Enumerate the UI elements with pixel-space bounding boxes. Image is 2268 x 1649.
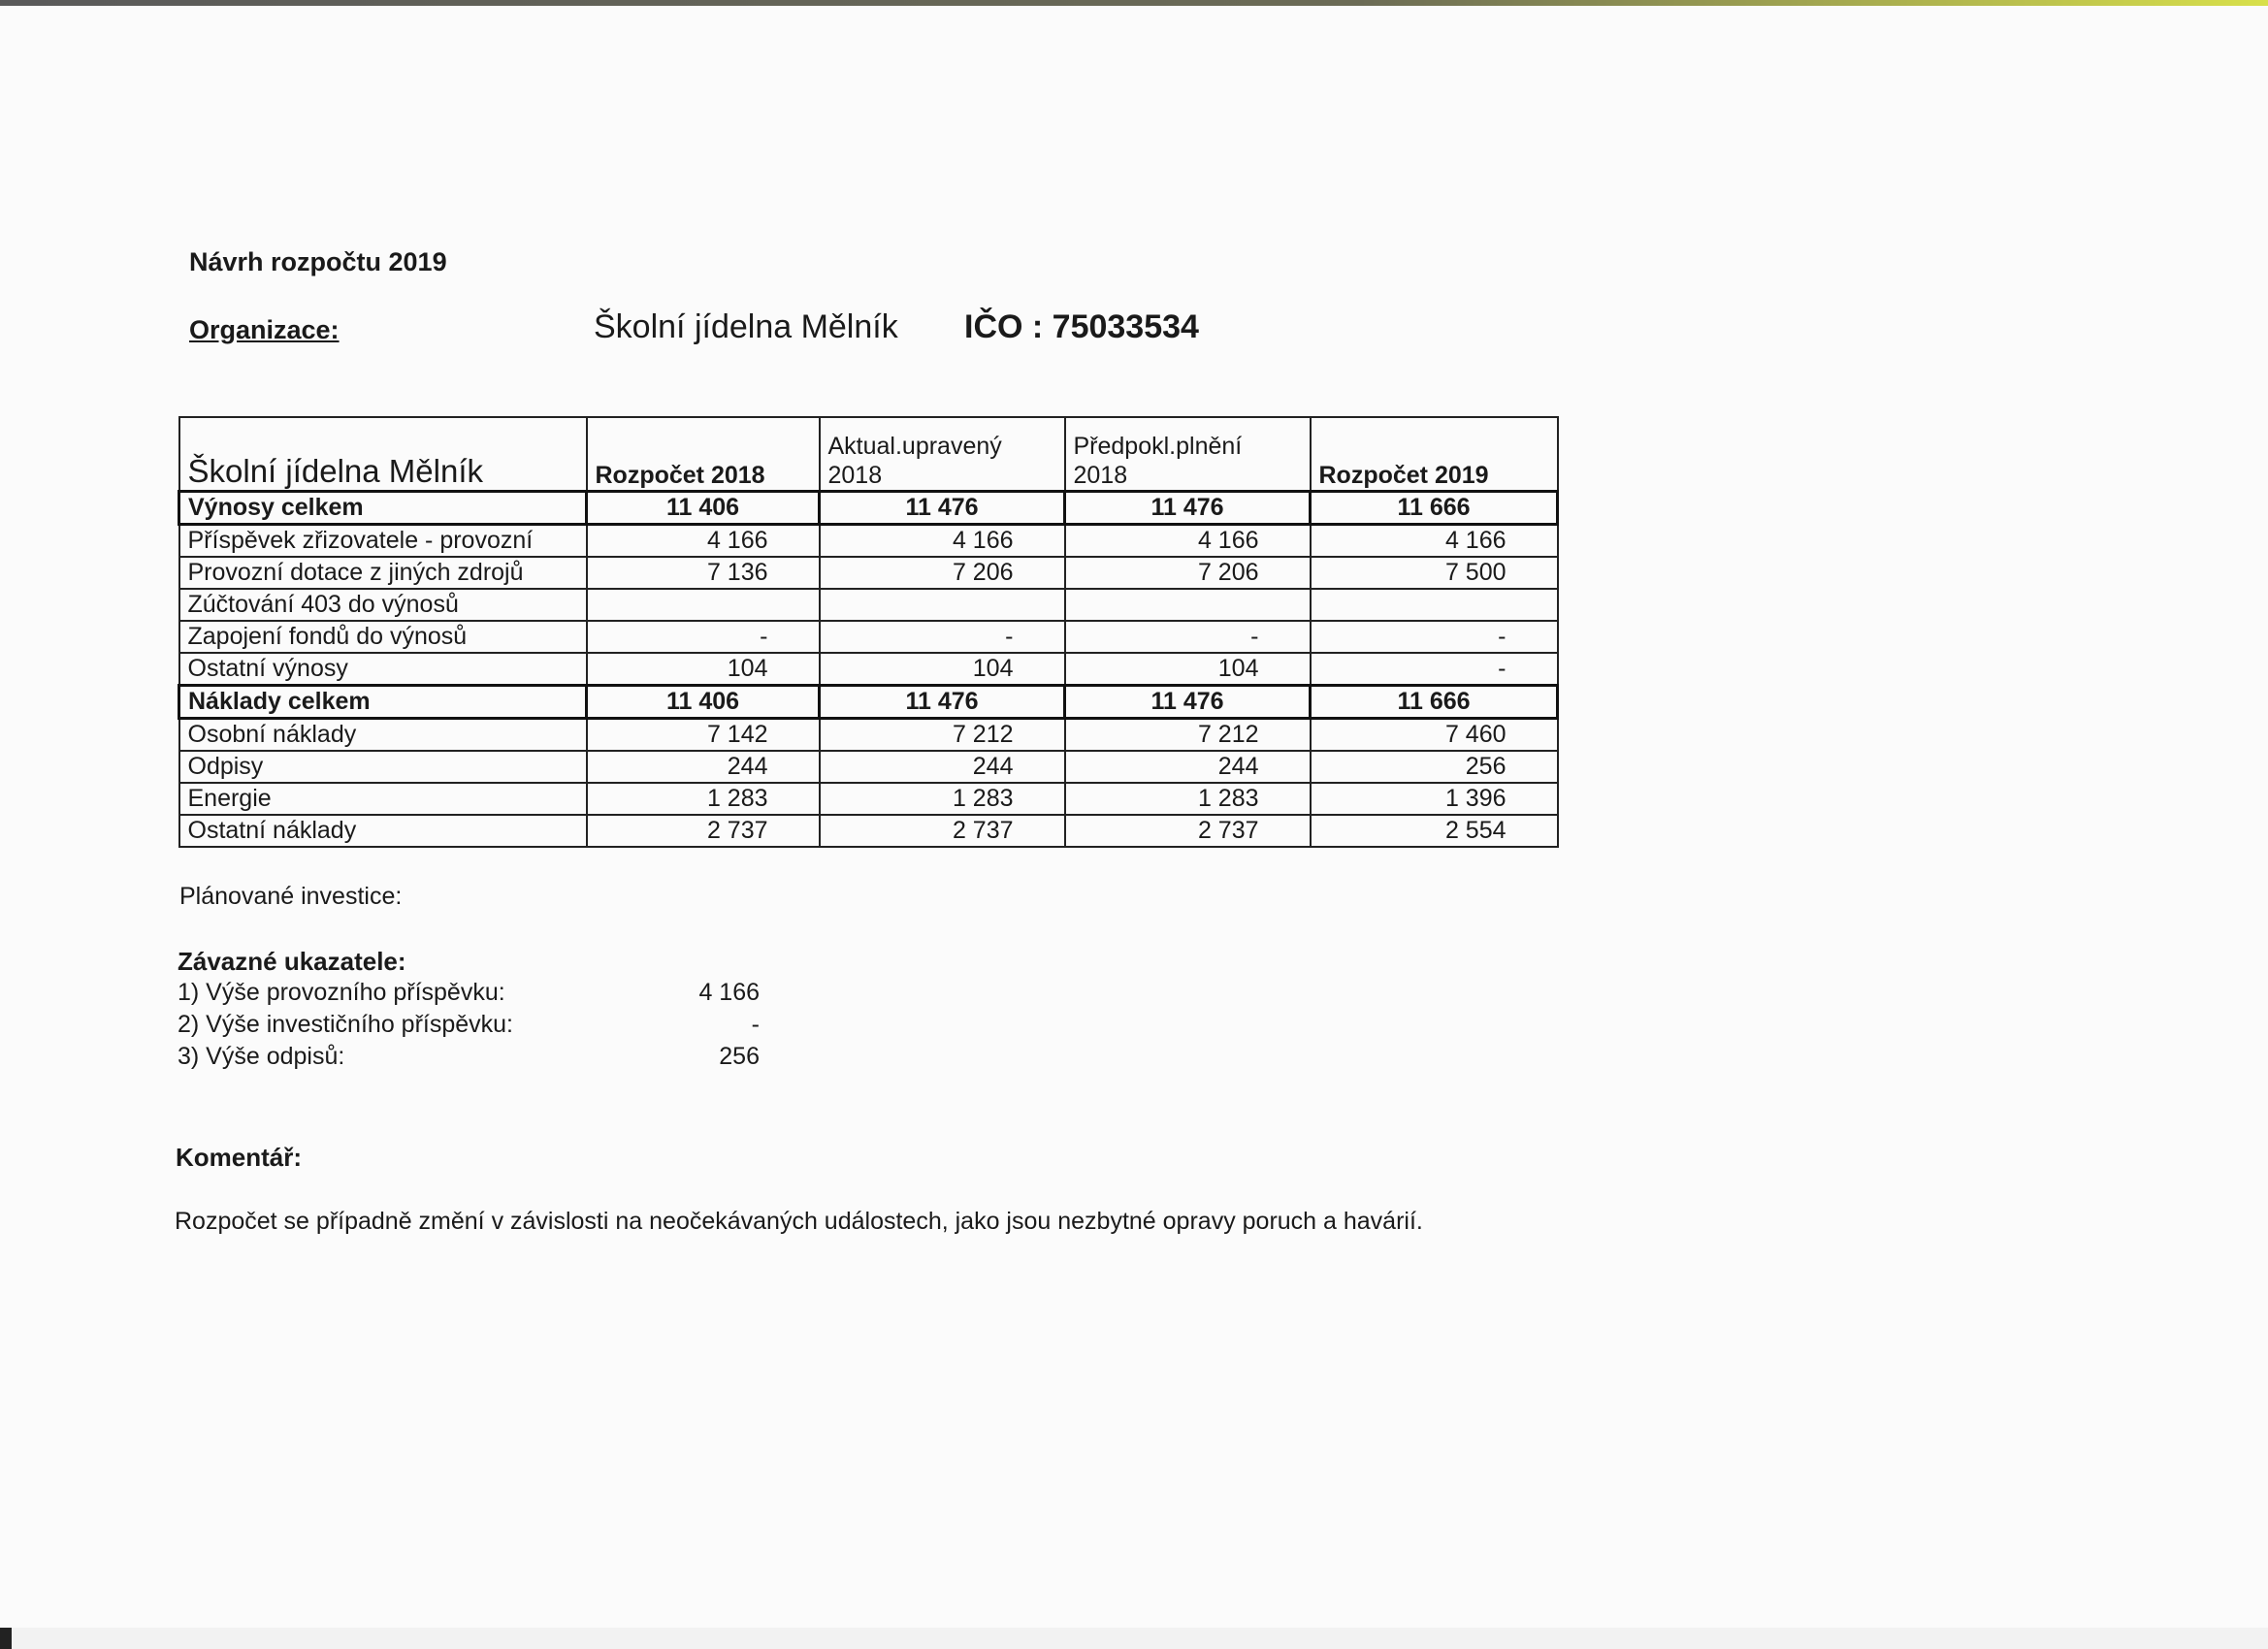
binding-indicators-title: Závazné ukazatele: <box>178 947 406 976</box>
row-label: Příspěvek zřizovatele - provozní <box>179 525 587 558</box>
row-label: Zúčtování 403 do výnosů <box>179 589 587 621</box>
table-row <box>179 815 1558 847</box>
row-value: - <box>820 621 1065 653</box>
row-label: Ostatní náklady <box>179 815 587 847</box>
row-value: 244 <box>1065 751 1311 783</box>
row-value: 7 212 <box>820 719 1065 752</box>
row-value: - <box>1311 653 1558 686</box>
row-value: 4 166 <box>1311 525 1558 558</box>
row-value: 11 666 <box>1311 492 1558 525</box>
row-label: Výnosy celkem <box>179 492 587 525</box>
indicator-value: 256 <box>719 1043 760 1070</box>
row-label: Ostatní výnosy <box>179 653 587 686</box>
column-header: Rozpočet 2018 <box>587 417 820 492</box>
column-header: Rozpočet 2019 <box>1311 417 1558 492</box>
row-value: 1 396 <box>1311 783 1558 815</box>
row-value: 1 283 <box>1065 783 1311 815</box>
row-label: Náklady celkem <box>179 686 587 719</box>
row-value: 7 206 <box>820 557 1065 589</box>
row-value: 11 476 <box>820 492 1065 525</box>
indicator-value: 4 166 <box>698 979 760 1006</box>
column-header: Aktual.upravený 2018 <box>820 417 1065 492</box>
row-label: Osobní náklady <box>179 719 587 752</box>
row-value: 7 142 <box>587 719 820 752</box>
row-value: 104 <box>1065 653 1311 686</box>
row-value: 11 406 <box>587 686 820 719</box>
row-value: 11 476 <box>1065 492 1311 525</box>
row-value <box>1065 589 1311 621</box>
indicator-value: - <box>751 1011 760 1038</box>
row-value: 244 <box>820 751 1065 783</box>
row-value: 7 212 <box>1065 719 1311 752</box>
table-row <box>179 751 1558 783</box>
table-row <box>179 621 1558 653</box>
comment-title: Komentář: <box>176 1143 303 1172</box>
row-value: 7 460 <box>1311 719 1558 752</box>
row-value: 2 737 <box>587 815 820 847</box>
table-corner-header: Školní jídelna Mělník <box>179 417 587 492</box>
row-value: 11 666 <box>1311 686 1558 719</box>
row-value: 11 476 <box>820 686 1065 719</box>
indicator-label: 1) Výše provozního příspěvku: <box>178 979 505 1006</box>
table-header-row <box>179 417 1558 492</box>
table-row <box>179 653 1558 686</box>
indicator-label: 3) Výše odpisů: <box>178 1043 345 1070</box>
row-value: 104 <box>820 653 1065 686</box>
row-value: 11 476 <box>1065 686 1311 719</box>
table-total-row <box>179 492 1558 525</box>
organization-label: Organizace: <box>189 315 340 344</box>
budget-table <box>178 416 1559 848</box>
row-value: 244 <box>587 751 820 783</box>
table-row <box>179 557 1558 589</box>
row-value: 7 500 <box>1311 557 1558 589</box>
table-total-row <box>179 686 1558 719</box>
planned-investments-label: Plánované investice: <box>179 883 403 910</box>
row-value: 104 <box>587 653 820 686</box>
row-label: Provozní dotace z jiných zdrojů <box>179 557 587 589</box>
row-value: 2 554 <box>1311 815 1558 847</box>
row-value: 1 283 <box>587 783 820 815</box>
row-value: 7 136 <box>587 557 820 589</box>
row-value: 2 737 <box>820 815 1065 847</box>
row-value: 4 166 <box>820 525 1065 558</box>
row-value: 256 <box>1311 751 1558 783</box>
table-row <box>179 589 1558 621</box>
row-value: 7 206 <box>1065 557 1311 589</box>
scan-bottom-edge <box>0 1628 2268 1649</box>
comment-text: Rozpočet se případně změní v závislosti na neočekávaných událostech, jako jsou nezbytné opravy poruch a havárií. <box>175 1208 1423 1235</box>
table-row <box>179 783 1558 815</box>
indicator-label: 2) Výše investičního příspěvku: <box>178 1011 513 1038</box>
row-value: - <box>1065 621 1311 653</box>
table-row <box>179 719 1558 752</box>
organization-ico: IČO : 75033534 <box>964 308 1199 345</box>
row-label: Zapojení fondů do výnosů <box>179 621 587 653</box>
row-value <box>1311 589 1558 621</box>
row-label: Odpisy <box>179 751 587 783</box>
row-value: 4 166 <box>587 525 820 558</box>
row-value: 4 166 <box>1065 525 1311 558</box>
row-value <box>820 589 1065 621</box>
organization-name: Školní jídelna Mělník <box>594 308 898 345</box>
row-value: 1 283 <box>820 783 1065 815</box>
document-title: Návrh rozpočtu 2019 <box>189 247 447 276</box>
column-header: Předpokl.plnění 2018 <box>1065 417 1311 492</box>
row-value: 11 406 <box>587 492 820 525</box>
scan-corner-mark <box>0 1628 12 1649</box>
row-value <box>587 589 820 621</box>
row-value: - <box>587 621 820 653</box>
row-value: 2 737 <box>1065 815 1311 847</box>
row-label: Energie <box>179 783 587 815</box>
row-value: - <box>1311 621 1558 653</box>
table-row <box>179 525 1558 558</box>
